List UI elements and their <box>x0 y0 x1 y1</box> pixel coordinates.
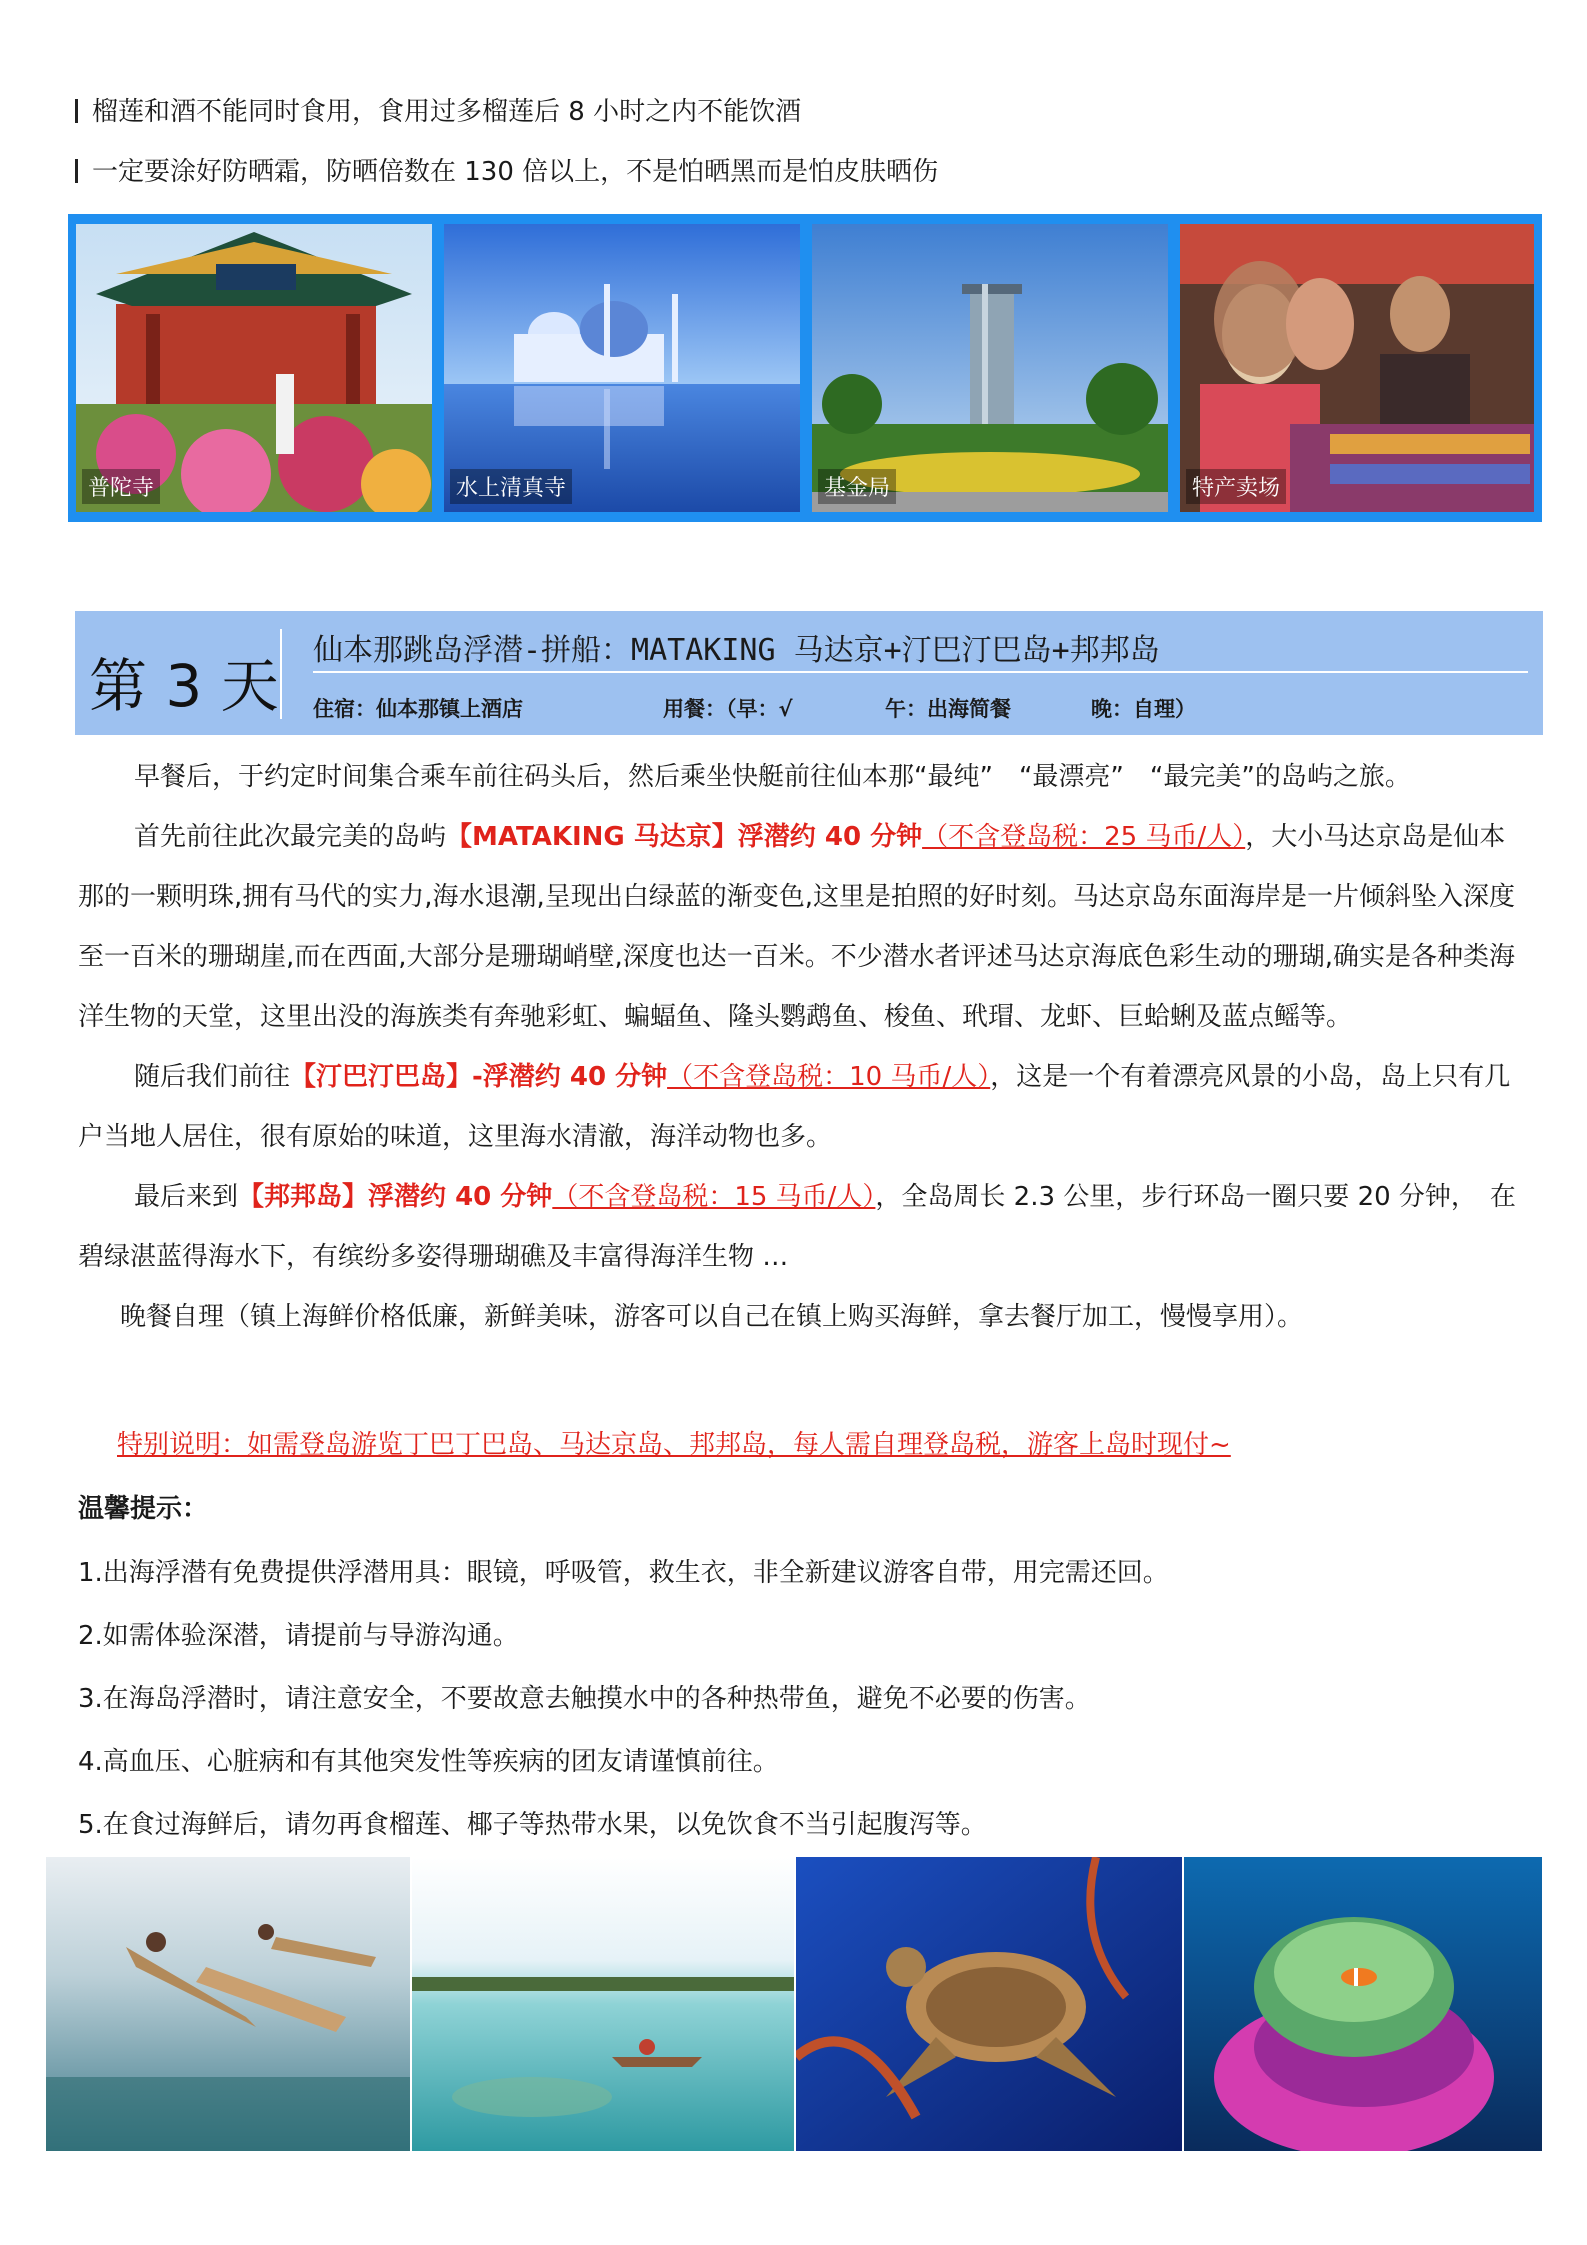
tip-text: 一定要涂好防晒霜，防晒倍数在 130 倍以上，不是怕晒黑而是怕皮肤晒伤 <box>92 157 939 187</box>
text: ，这是一个有着漂亮风景的小岛，岛上只有几户当地人居住，很有原始的味道，这里海水清澈，海洋动物也多。 <box>78 1062 1511 1152</box>
text: 首先前往此次最完美的岛屿 <box>134 822 447 852</box>
day-dinner: 晚：自理） <box>1091 697 1196 721</box>
warm-tip-item: 2.如需体验深潜，请提前与导游沟通。 <box>78 1621 519 1651</box>
tax-note: （不含登岛税：15 马币/人） <box>552 1182 876 1212</box>
day-header <box>75 611 1543 735</box>
temple-photo <box>76 224 432 512</box>
divider <box>280 629 282 719</box>
photo-strip-bottom <box>46 1857 1542 2151</box>
warm-tips-heading: 温馨提示： <box>78 1494 209 1524</box>
tax-note: （不含登岛税：25 马币/人） <box>922 822 1246 852</box>
market-photo <box>1180 224 1534 512</box>
mosque-photo <box>444 224 800 512</box>
highlight-pompom: 【邦邦岛】浮潜约 40 分钟 <box>238 1182 553 1212</box>
paragraph-breakfast: 早餐后，于约定时间集合乘车前往码头后，然后乘坐快艇前往仙本那“最纯” “最漂亮” “最完美”的岛屿之旅。 <box>134 762 1411 792</box>
special-note: 特别说明：如需登岛游览丁巴丁巴岛、马达京岛、邦邦岛，每人需自理登岛税，游客上岛时现付~ <box>117 1430 1231 1460</box>
tax-note: （不含登岛税：10 马币/人） <box>667 1062 991 1092</box>
warm-tip-item: 3.在海岛浮潜时，请注意安全，不要故意去触摸水中的各种热带鱼，避免不必要的伤害。 <box>78 1684 1091 1714</box>
itinerary-body <box>78 747 1518 1347</box>
tip-sunscreen <box>75 154 938 190</box>
text: 最后来到 <box>134 1182 239 1212</box>
tip-durian <box>75 94 801 130</box>
text: ，大小马达京岛是仙本那的一颗明珠,拥有马代的实力,海水退潮,呈现出白绿蓝的渐变色,这里是拍照的好时刻。马达京岛东面海岸是一片倾斜坠入深度至一百米的珊瑚崖,而在西面,大部分是珊瑚峭壁,深度也达一百米。不少潜水者评述马达京海底色彩生动的珊瑚,确实是各种类海洋生物的天堂，这里出没的海族类有奔驰彩虹、蝙蝠鱼、隆头鹦鹉鱼、梭鱼、玳瑁、龙虾、巨蛤蜊及蓝点鳐等。 <box>78 822 1516 1032</box>
sea-turtle-photo <box>796 1857 1182 2151</box>
lagoon-boat-photo <box>412 1857 794 2151</box>
day-lunch: 午：出海简餐 <box>885 697 1011 721</box>
highlight-mataking: 【MATAKING 马达京】浮潜约 40 分钟 <box>446 822 923 852</box>
bullet-bar <box>75 99 78 123</box>
canoe-kids-photo <box>46 1857 410 2151</box>
photo-caption: 特产卖场 <box>1186 469 1286 504</box>
photo-strip-top <box>68 214 1542 522</box>
tower-photo <box>812 224 1168 512</box>
paragraph-pompom <box>78 1167 1518 1287</box>
photo-caption: 水上清真寺 <box>450 469 572 504</box>
day-title: 仙本那跳岛浮潜-拼船：MATAKING 马达京+汀巴汀巴岛+邦邦岛 <box>313 633 1160 668</box>
text: ，全岛周长 2.3 公里，步行环岛一圈只要 20 分钟， 在碧绿湛蓝得海水下，有缤纷多姿得珊瑚礁及丰富得海洋生物 … <box>78 1182 1516 1272</box>
divider <box>313 671 1528 673</box>
warm-tip-item: 1.出海浮潜有免费提供浮潜用具：眼镜，呼吸管，救生衣，非全新建议游客自带，用完需还回。 <box>78 1558 1169 1588</box>
bullet-bar <box>75 159 78 183</box>
paragraph-mataking <box>78 807 1518 1047</box>
clownfish-anemone-photo <box>1184 1857 1542 2151</box>
photo-caption: 基金局 <box>818 469 896 504</box>
day-meals: 用餐：（早：√ <box>663 697 793 721</box>
warm-tip-item: 5.在食过海鲜后，请勿再食榴莲、椰子等热带水果，以免饮食不当引起腹泻等。 <box>78 1810 987 1840</box>
tip-text: 榴莲和酒不能同时食用，食用过多榴莲后 8 小时之内不能饮酒 <box>92 97 802 127</box>
paragraph-dinner: 晚餐自理（镇上海鲜价格低廉，新鲜美味，游客可以自己在镇上购买海鲜，拿去餐厅加工，慢慢享用）。 <box>120 1302 1304 1332</box>
day-number: 第 3 天 <box>89 652 279 720</box>
text: 随后我们前往 <box>134 1062 291 1092</box>
photo-caption: 普陀寺 <box>82 469 160 504</box>
highlight-timba: 【汀巴汀巴岛】-浮潜约 40 分钟 <box>290 1062 668 1092</box>
warm-tip-item: 4.高血压、心脏病和有其他突发性等疾病的团友请谨慎前往。 <box>78 1747 779 1777</box>
paragraph-timba <box>78 1047 1518 1167</box>
day-accommodation: 住宿：仙本那镇上酒店 <box>313 697 523 721</box>
